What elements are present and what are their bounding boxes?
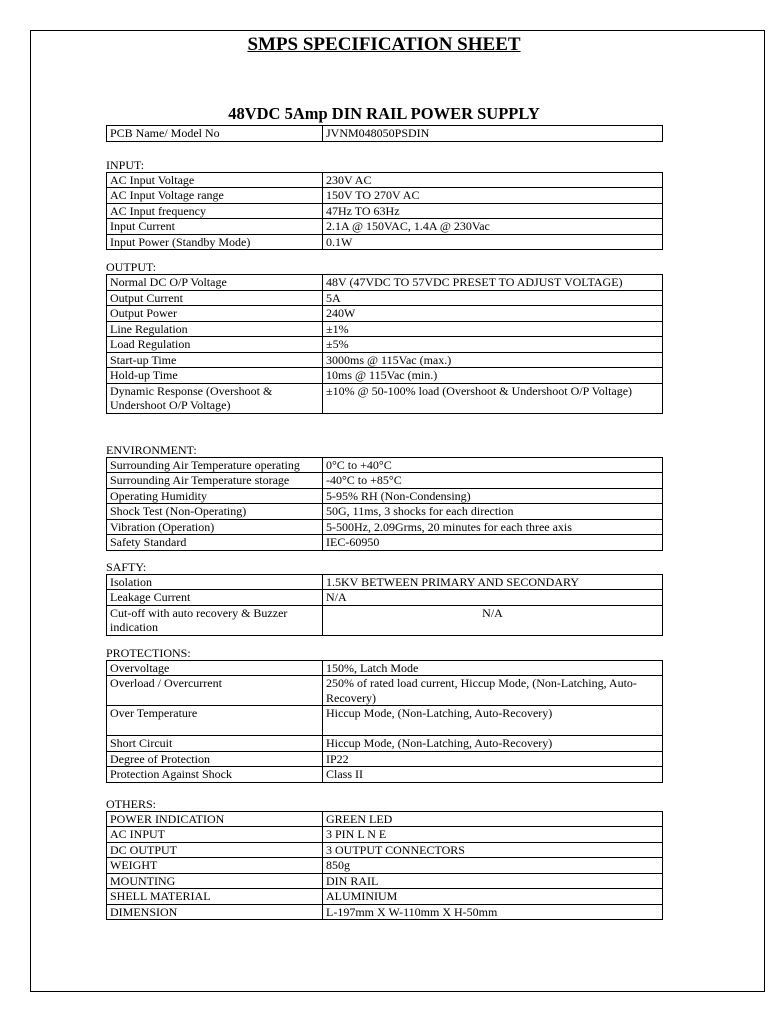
section-heading-environment: ENVIRONMENT:	[106, 442, 197, 457]
spec-label: AC Input frequency	[107, 203, 323, 219]
spec-label: Surrounding Air Temperature operating	[107, 457, 323, 473]
spec-value: 2.1A @ 150VAC, 1.4A @ 230Vac	[323, 219, 663, 235]
spec-value: 5-95% RH (Non-Condensing)	[323, 488, 663, 504]
spec-label: Safety Standard	[107, 535, 323, 551]
others-table	[106, 811, 663, 921]
table-row	[107, 590, 663, 606]
spec-value: IP22	[323, 751, 663, 767]
spec-label: POWER INDICATION	[107, 811, 323, 827]
spec-label: Leakage Current	[107, 590, 323, 606]
table-row	[107, 676, 663, 706]
spec-label: WEIGHT	[107, 858, 323, 874]
table-row	[107, 574, 663, 590]
table-row	[107, 873, 663, 889]
table-row	[107, 234, 663, 250]
spec-label: Dynamic Response (Overshoot & Undershoot O/P Voltage)	[107, 383, 323, 413]
spec-label: Overvoltage	[107, 660, 323, 676]
section-heading-safety: SAFTY:	[106, 559, 147, 574]
table-row	[107, 321, 663, 337]
table-row	[107, 605, 663, 635]
table-row	[107, 858, 663, 874]
table-row	[107, 660, 663, 676]
spec-label: Output Current	[107, 290, 323, 306]
table-row	[107, 457, 663, 473]
spec-value: Hiccup Mode, (Non-Latching, Auto-Recovery)	[323, 736, 663, 752]
spec-value: 0°C to +40°C	[323, 457, 663, 473]
spec-value: 3 PIN L N E	[323, 827, 663, 843]
table-row	[107, 306, 663, 322]
spec-value: 250% of rated load current, Hiccup Mode, (Non-Latching, Auto-Recovery)	[323, 676, 663, 706]
document-subtitle: 48VDC 5Amp DIN RAIL POWER SUPPLY	[228, 104, 540, 123]
environment-table	[106, 457, 663, 551]
spec-label: DC OUTPUT	[107, 842, 323, 858]
table-row	[107, 368, 663, 384]
table-row	[107, 188, 663, 204]
table-row	[107, 811, 663, 827]
spec-value: ±5%	[323, 337, 663, 353]
spec-label: Cut-off with auto recovery & Buzzer indication	[107, 605, 323, 635]
spec-value: ±1%	[323, 321, 663, 337]
spec-value: 10ms @ 115Vac (min.)	[323, 368, 663, 384]
table-row	[107, 827, 663, 843]
table-row	[107, 519, 663, 535]
document-title: SMPS SPECIFICATION SHEET	[247, 34, 521, 55]
section-heading-others: OTHERS:	[106, 796, 157, 811]
table-row	[107, 904, 663, 920]
table-row	[107, 383, 663, 413]
spec-label: Input Current	[107, 219, 323, 235]
spec-value: 0.1W	[323, 234, 663, 250]
table-row	[107, 706, 663, 736]
spec-label: Short Circuit	[107, 736, 323, 752]
table-row	[107, 126, 663, 142]
table-row	[107, 352, 663, 368]
spec-value: L-197mm X W-110mm X H-50mm	[323, 904, 663, 920]
spec-value: N/A	[323, 590, 663, 606]
table-row	[107, 842, 663, 858]
table-row	[107, 767, 663, 783]
spec-content	[106, 125, 663, 920]
spec-value: Hiccup Mode, (Non-Latching, Auto-Recovery)	[323, 706, 663, 736]
spec-value: -40°C to +85°C	[323, 473, 663, 489]
spec-value: N/A	[323, 605, 663, 635]
table-row	[107, 337, 663, 353]
spec-label: MOUNTING	[107, 873, 323, 889]
spec-label: Line Regulation	[107, 321, 323, 337]
table-row	[107, 535, 663, 551]
table-row	[107, 736, 663, 752]
spec-label: Start-up Time	[107, 352, 323, 368]
table-row	[107, 889, 663, 905]
table-row	[107, 203, 663, 219]
section-heading-input: INPUT:	[106, 157, 145, 172]
spec-label: Over Temperature	[107, 706, 323, 736]
spec-value: JVNM048050PSDIN	[323, 126, 663, 142]
spec-label: Degree of Protection	[107, 751, 323, 767]
spec-label: Protection Against Shock	[107, 767, 323, 783]
spec-label: Normal DC O/P Voltage	[107, 275, 323, 291]
section-heading-output: OUTPUT:	[106, 260, 157, 274]
spec-value: ALUMINIUM	[323, 889, 663, 905]
spec-value: 150%, Latch Mode	[323, 660, 663, 676]
model-table	[106, 125, 663, 142]
output-table	[106, 274, 663, 414]
spec-value: 150V TO 270V AC	[323, 188, 663, 204]
table-row	[107, 219, 663, 235]
safety-table	[106, 574, 663, 636]
input-table	[106, 172, 663, 251]
spec-value: 230V AC	[323, 172, 663, 188]
spec-label: AC Input Voltage range	[107, 188, 323, 204]
spec-value: 850g	[323, 858, 663, 874]
spec-label: DIMENSION	[107, 904, 323, 920]
spec-value: 240W	[323, 306, 663, 322]
spec-label: SHELL MATERIAL	[107, 889, 323, 905]
spec-value: 50G, 11ms, 3 shocks for each direction	[323, 504, 663, 520]
spec-value: 5A	[323, 290, 663, 306]
spec-value: 47Hz TO 63Hz	[323, 203, 663, 219]
spec-label: Output Power	[107, 306, 323, 322]
table-row	[107, 275, 663, 291]
spec-value: 3 OUTPUT CONNECTORS	[323, 842, 663, 858]
spec-value: ±10% @ 50-100% load (Overshoot & Undershoot O/P Voltage)	[323, 383, 663, 413]
spec-value: GREEN LED	[323, 811, 663, 827]
spec-label: Input Power (Standby Mode)	[107, 234, 323, 250]
spec-value: 1.5KV BETWEEN PRIMARY AND SECONDARY	[323, 574, 663, 590]
spec-label: Surrounding Air Temperature storage	[107, 473, 323, 489]
table-row	[107, 172, 663, 188]
table-row	[107, 290, 663, 306]
spec-label: Load Regulation	[107, 337, 323, 353]
spec-value: IEC-60950	[323, 535, 663, 551]
spec-value: 5-500Hz, 2.09Grms, 20 minutes for each three axis	[323, 519, 663, 535]
protections-table	[106, 660, 663, 783]
table-row	[107, 751, 663, 767]
spec-label: Overload / Overcurrent	[107, 676, 323, 706]
section-heading-protections: PROTECTIONS:	[106, 645, 191, 660]
spec-value: 3000ms @ 115Vac (max.)	[323, 352, 663, 368]
spec-value: Class II	[323, 767, 663, 783]
spec-label: Shock Test (Non-Operating)	[107, 504, 323, 520]
spec-value: 48V (47VDC TO 57VDC PRESET TO ADJUST VOLTAGE)	[323, 275, 663, 291]
spec-label: AC INPUT	[107, 827, 323, 843]
spec-label: Vibration (Operation)	[107, 519, 323, 535]
spec-label: Isolation	[107, 574, 323, 590]
spec-label: Hold-up Time	[107, 368, 323, 384]
spec-label: Operating Humidity	[107, 488, 323, 504]
spec-label: AC Input Voltage	[107, 172, 323, 188]
table-row	[107, 488, 663, 504]
spec-value: DIN RAIL	[323, 873, 663, 889]
table-row	[107, 504, 663, 520]
spec-label: PCB Name/ Model No	[107, 126, 323, 142]
table-row	[107, 473, 663, 489]
